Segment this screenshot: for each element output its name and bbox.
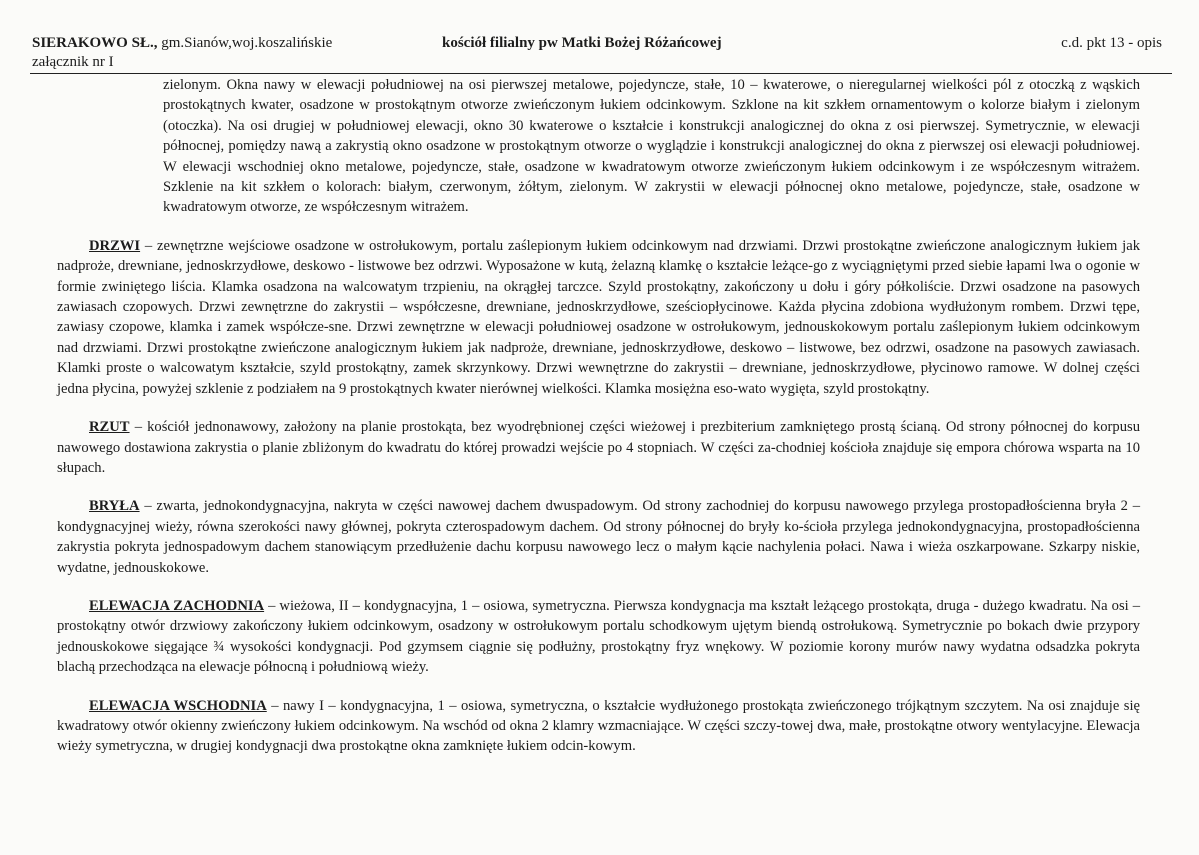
- location-details: gm.Sianów,woj.koszalińskie: [157, 35, 333, 51]
- section-text: – kościół jednonawowy, założony na planie prostokąta, bez wyodrębnionej części wieżowej i prezbiterium zamkniętego prostą ścianą. Od strony północnej do korpusu nawowego dostawiona zakrystia o planie zbliżonym do kwadratu do której prowadzi wejście po 4 stopniach. W części za-chodniej kościoła znajduje się empora chórowa wsparta na 10 słupach.: [57, 419, 1140, 476]
- page-reference: c.d. pkt 13 - opis: [1061, 35, 1162, 51]
- section-elewacja-zachodnia: [57, 596, 1140, 678]
- section-heading: RZUT: [89, 419, 130, 436]
- section-drzwi: [57, 236, 1140, 399]
- section-elewacja-wschodnia: [57, 696, 1140, 757]
- section-rzut: [57, 417, 1140, 478]
- header-divider: [30, 73, 1172, 74]
- section-text: – wieżowa, II – kondygnacyjna, 1 – osiowa, symetryczna. Pierwsza kondygnacja ma kształt leżącego prostokąta, druga - dużego kwadratu. Na osi – prostokątny otwór drzwiowy zakończony łukiem odcinkowym, osadzony w ostrołukowym portalu schodkowym ujętym biendą ostrołukową. Symetrycznie po bokach dwie przypory jednouskokowe sięgające ¾ wysokości kondygnacji. Pod gzymsem ciągnie się podłużny, prostokątny fryz wnękowy. W poziomie korony murów nawy wydatna odsadzka pokryta blachą przechodząca na elewacje północną i południową wieży.: [57, 597, 1140, 676]
- document-title: kościół filialny pw Matki Bożej Różańcowej: [442, 35, 722, 51]
- section-heading: ELEWACJA WSCHODNIA: [89, 697, 267, 714]
- location-line: [32, 34, 332, 52]
- section-heading: ELEWACJA ZACHODNIA: [89, 597, 265, 614]
- section-heading: BRYŁA: [89, 498, 140, 515]
- section-bryla: [57, 496, 1140, 578]
- windows-paragraph: zielonym. Okna nawy w elewacji południowej na osi pierwszej metalowe, pojedyncze, stałe, 10 – kwaterowe, o nieregularnej wielkości pól z otoczką z wąskich prostokątnych kwater, osadzone w prostokątnym otworze zwieńczonym łukiem odcinkowym. Szklone na kit szkłem ornamentowym o kolorze białym i zielonym (otoczka). Na osi drugiej w południowej elewacji, okno 30 kwaterowe o kształcie i konstrukcji analogicznej do okna z osi pierwszej. Symetrycznie, w elewacji północnej, pomiędzy nawą a zakrystią okno osadzone w prostokątnym otworze o wyglądzie i konstrukcji analogicznej do okna z pierwszej osi elewacji południowej. W elewacji wschodniej okno metalowe, pojedyncze, stałe, osadzone w kwadratowym otworze zwieńczonym łukiem odcinkowym i ze współczesnym witrażem. Szklenie na kit szkłem o kolorach: białym, czerwonym, żółtym, zielonym. W zakrystii w elewacji północnej okno metalowe, pojedyncze, stałe, osadzone w kwadratowym otworze, ze współczesnym witrażem.: [163, 77, 1140, 216]
- section-heading: DRZWI: [89, 237, 141, 254]
- document-body: [57, 75, 1140, 757]
- location-name: SIERAKOWO SŁ.,: [32, 35, 158, 51]
- section-text: – nawy I – kondygnacyjna, 1 – osiowa, symetryczna, o kształcie wydłużonego prostokąta zwieńczonego trójkątnym szczytem. Na osi znajduje się kwadratowy otwór okienny zwieńczony łukiem odcinkowym. Na wschód od okna 2 klamry wzmacniające. W części szczy-towej dwa, małe, prostokątne otwory wentylacyjne. Elewacja wieży symetryczna, w drugiej kondygnacji dwa prostokątne okna zamknięte łukiem odcin-kowym.: [57, 697, 1140, 755]
- section-text: – zwarta, jednokondygnacyjna, nakryta w części nawowej dachem dwuspadowym. Od strony zachodniej do korpusu nawowego przylega prostopadłościenna bryła 2 – kondygnacyjnej wieży, równa szerokości nawy głównej, pokryta czterospadowym dachem. Od strony północnej do bryły ko-ścioła przylega jednokondygnacyjna, prostopadłościenna zakrystia pokryta jednospadowym dachem stanowiącym przedłużenie dachu korpusu nawowego lecz o małym kącie nachylenia połaci. Nawa i wieża oszkarpowane. Szkarpy niskie, wydatne, jednouskokowe.: [57, 498, 1140, 576]
- section-text: – zewnętrzne wejściowe osadzone w ostrołukowym, portalu zaślepionym łukiem odcinkowym nad drzwiami. Drzwi prostokątne zwieńczone analogicznym łukiem jak nadproże, drewniane, jednoskrzydłowe, deskowo - listwowe bez odrzwi. Wyposażone w kutą, żelazną klamkę o kształcie leżące-go z wyciągniętymi przed siebie łapami lwa o ogonie w formie zwiniętego liścia. Klamka osadzona na walcowatym trzpieniu, na okrągłej tarczce. Szyld prostokątny, zakończony u dołu i góry półkoliście. Drzwi osadzone na pasowych zawiasach czopowych. Drzwi zewnętrzne do zakrystii – współczesne, drewniane, jednoskrzydłowe, sześciopłycinowe. Każda płycina zdobiona wydłużonym rombem. Drzwi tępe, zawiasy czopowe, klamka i zamek współcze-sne. Drzwi zewnętrzne w elewacji południowej osadzone w ostrołukowym, jednouskokowym portalu zaślepionym łukiem odcinkowym nad drzwiami. Drzwi prostokątne zwieńczone analogicznym łukiem jak nadproże, drewniane, jednoskrzydłowe, deskowo – listwowe, bez odrzwi, osadzone na pasowych zawiasach. Klamki proste o walcowatym kształcie, szyld prostokątny, zamek skrzynkowy. Drzwi wewnętrzne do zakrystii – drewniane, jednoskrzydłowe, płycinowo ramowe. W dolnej części jedna płycina, powyżej szklenie z podziałem na 9 prostokątnych kwater nierównej wielkości. Klamka mosiężna eso-wato wygięta, szyld prostokątny.: [57, 237, 1140, 397]
- page-header: [32, 34, 1162, 76]
- attachment-label: załącznik nr I: [32, 54, 114, 70]
